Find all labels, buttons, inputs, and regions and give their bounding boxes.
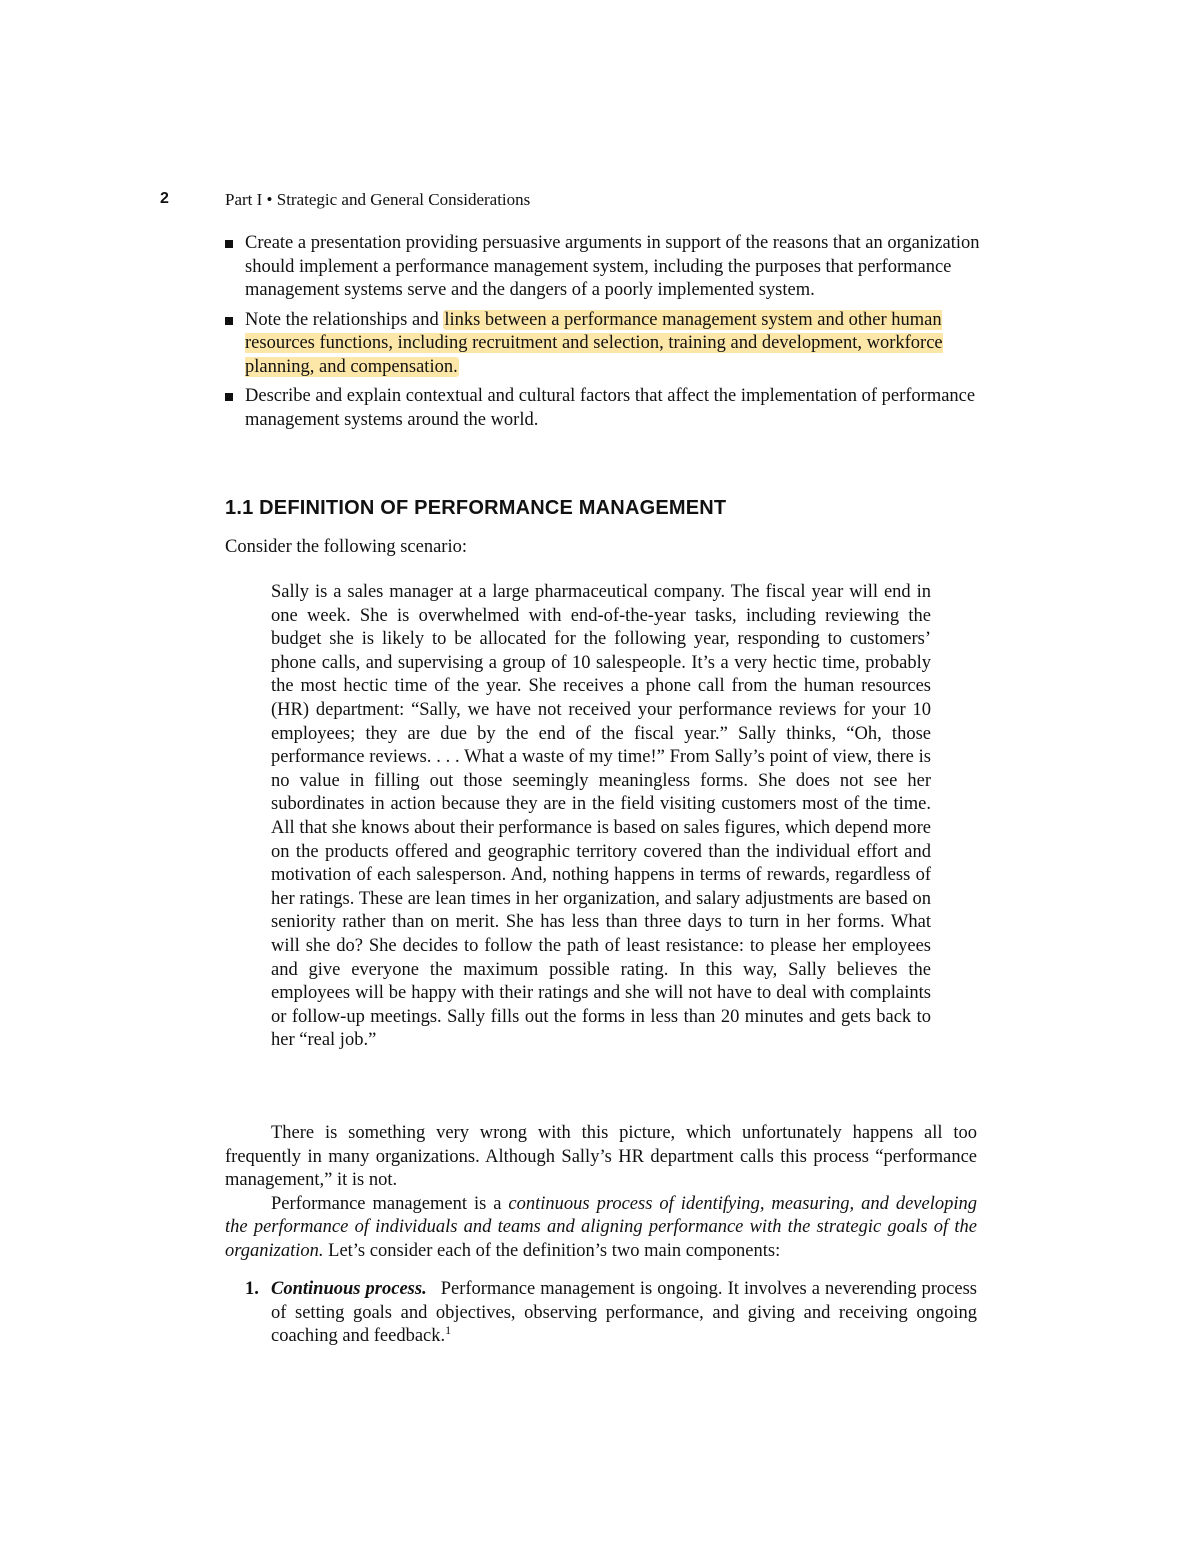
square-bullet-icon	[225, 393, 233, 401]
square-bullet-icon	[225, 317, 233, 325]
objective-text: Create a presentation providing persuasive arguments in support of the reasons that an organization should implement a performance management system, including the purposes that performance management systems serve and the dangers of a poorly implemented system.	[245, 233, 980, 300]
section-heading: 1.1 DEFINITION OF PERFORMANCE MANAGEMENT	[225, 497, 727, 519]
definition-paragraph	[225, 1193, 977, 1264]
component-item	[245, 1278, 977, 1349]
body-paragraph: There is something very wrong with this picture, which unfortunately happens all too frequently in many organizations. Although Sally’s HR department calls this process “performance management,” it is not.	[225, 1123, 977, 1191]
objective-item	[225, 232, 985, 303]
definition-intro: Performance management is a	[271, 1193, 509, 1214]
objective-item	[225, 385, 985, 432]
footnote-reference[interactable]: 1	[445, 1323, 452, 1338]
objective-item	[225, 309, 985, 380]
definition-components-list	[245, 1278, 977, 1349]
square-bullet-icon	[225, 240, 233, 248]
objective-text: Describe and explain contextual and cultural factors that affect the implementation of performance management systems around the world.	[245, 386, 976, 430]
highlighted-text[interactable]: links between a performance management system and other human resources functions, including recruitment and selection, training and development, workforce planning, and compensation.	[245, 309, 943, 377]
objective-text: Note the relationships and	[245, 309, 444, 330]
learning-objectives-list	[225, 232, 985, 438]
component-number: 1.	[245, 1279, 259, 1299]
scenario-lead-in: Consider the following scenario:	[225, 537, 467, 557]
page-number: 2	[160, 190, 169, 207]
component-term: Continuous process.	[271, 1279, 427, 1299]
body-text	[225, 1122, 977, 1264]
component-text: Performance management is ongoing. It involves a neverending process of setting goals and objectives, observing performance, and giving and receiving ongoing coaching and feedback.	[271, 1279, 978, 1347]
definition-text: continuous process of identifying, measuring, and developing the performance of individuals and teams and aligning performance with the strategic goals of the organization.	[225, 1193, 977, 1261]
definition-outro: Let’s consider each of the definition’s two main components:	[323, 1240, 781, 1261]
running-title: Part I • Strategic and General Considerations	[225, 190, 531, 209]
running-head	[0, 190, 1200, 214]
scenario-block-quote: Sally is a sales manager at a large pharmaceutical company. The fiscal year will end in one week. She is overwhelmed with end-of-the-year tasks, including reviewing the budget she is likely to be allocated for the following year, responding to customers’ phone calls, and supervising a group of 10 salespeople. It’s a very hectic time, probably the most hectic time of the year. She receives a phone call from the human resources (HR) department: “Sally, we have not received your performance reviews for your 10 employees; they are due by the end of the fiscal year.” Sally thinks, “Oh, those performance reviews. . . . What a waste of my time!” From Sally’s point of view, there is no value in filling out those seemingly meaningless forms. She does not see her subordinates in action because they are in the field visiting customers most of the time. All that she knows about their performance is based on sales figures, which depend more on the products offered and geographic territory covered than the individual effort and motivation of each salesperson. And, nothing happens in terms of rewards, regardless of her ratings. These are lean times in her organization, and salary adjustments are based on seniority rather than on merit. She has less than three days to turn in her forms. What will she do? She decides to follow the path of least resistance: to please her employees and give everyone the maximum possible rating. In this way, Sally believes the employees will be happy with their ratings and she will not have to deal with complaints or follow-up meetings. Sally fills out the forms in less than 20 minutes and gets back to her “real job.”	[271, 582, 931, 1051]
